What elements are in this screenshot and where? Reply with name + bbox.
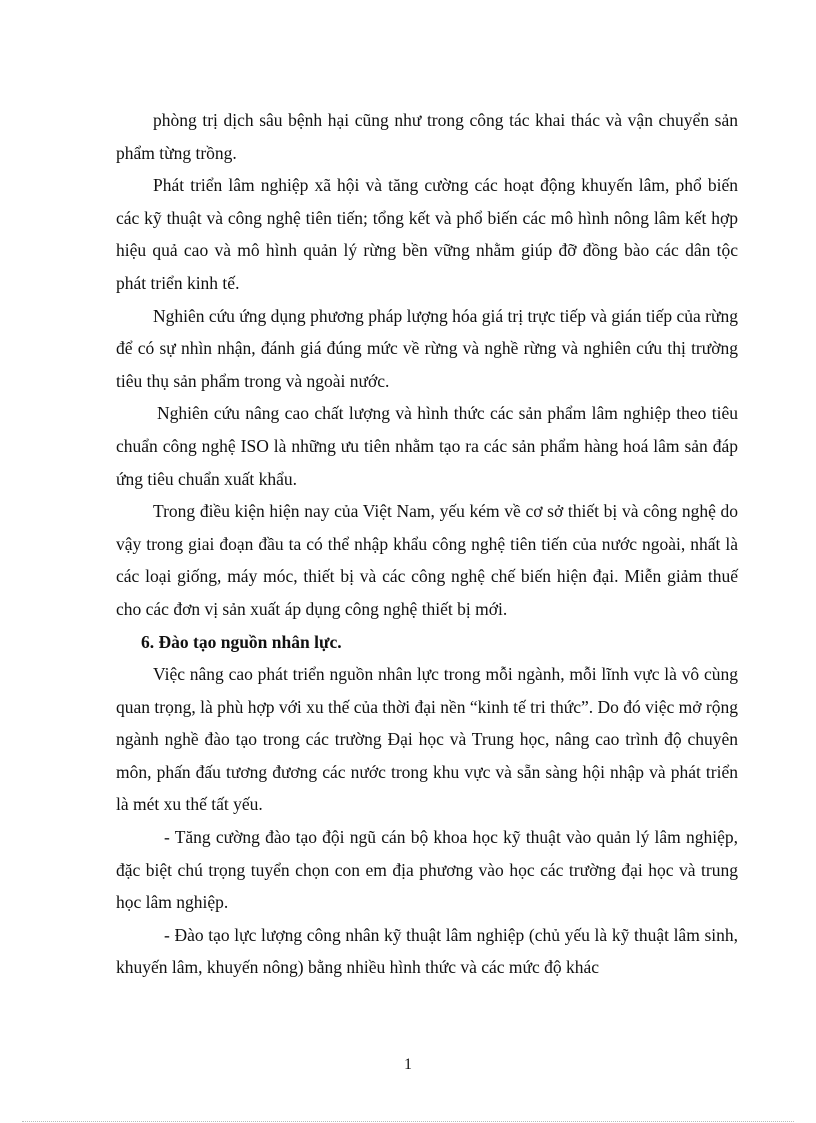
- page-number: 1: [404, 1056, 412, 1073]
- page-bottom-divider: [22, 1121, 794, 1122]
- paragraph-human-resources: Việc nâng cao phát triển nguồn nhân lực trong mỗi ngành, mỗi lĩnh vực là vô cùng quan trọng, là phù hợp với xu thế của thời đại nền “kinh tế tri thức”. Do đó việc mở rộng ngành nghề đào tạo trong các trường Đại học và Trung học, nâng cao trình độ chuyên môn, phấn đấu tương đương các nước trong khu vực và sẵn sàng hội nhập và phát triển là mét xu thế tất yếu.: [116, 664, 738, 815]
- bullet-staff-training: - Tăng cường đào tạo đội ngũ cán bộ khoa học kỹ thuật vào quản lý lâm nghiệp, đặc biệt chú trọng tuyển chọn con em địa phương vào học các trường đại học và trung học lâm nghiệp.: [116, 827, 738, 913]
- paragraph-social-forestry: Phát triển lâm nghiệp xã hội và tăng cường các hoạt động khuyến lâm, phổ biến các kỹ thuật và công nghệ tiên tiến; tổng kết và phổ biến các mô hình nông lâm kết hợp hiệu quả cao và mô hình quản lý rừng bền vững nhằm giúp đỡ đồng bào các dân tộc phát triển kinh tế.: [116, 175, 738, 293]
- bullet-worker-training: - Đào tạo lực lượng công nhân kỹ thuật lâm nghiệp (chủ yếu là kỹ thuật lâm sinh, khuyến lâm, khuyến nông) bằng nhiều hình thức và các mức độ khác: [116, 924, 738, 978]
- body-text: [116, 104, 738, 984]
- paragraph-pest-control: phòng trị dịch sâu bệnh hại cũng như trong công tác khai thác và vận chuyển sản phẩm từng trồng.: [116, 110, 738, 163]
- paragraph-iso-quality: Nghiên cứu nâng cao chất lượng và hình thức các sản phẩm lâm nghiệp theo tiêu chuẩn công nghệ ISO là những ưu tiên nhằm tạo ra các sản phẩm hàng hoá lâm sản đáp ứng tiêu chuẩn xuất khẩu.: [116, 403, 738, 489]
- section-heading-training: 6. Đào tạo nguồn nhân lực.: [141, 631, 342, 652]
- paragraph-value-quantification: Nghiên cứu ứng dụng phương pháp lượng hóa giá trị trực tiếp và gián tiếp của rừng để có sự nhìn nhận, đánh giá đúng mức về rừng và nghề rừng và nghiên cứu thị trường tiêu thụ sản phẩm trong và ngoài nước.: [116, 305, 738, 391]
- paragraph-technology-import: Trong điều kiện hiện nay của Việt Nam, yếu kém về cơ sở thiết bị và công nghệ do vậy trong giai đoạn đầu ta có thể nhập khẩu công nghệ tiên tiến của nước ngoài, nhất là các loại giống, máy móc, thiết bị và các công nghệ chế biến hiện đại. Miễn giảm thuế cho các đơn vị sản xuất áp dụng công nghệ thiết bị mới.: [116, 501, 738, 619]
